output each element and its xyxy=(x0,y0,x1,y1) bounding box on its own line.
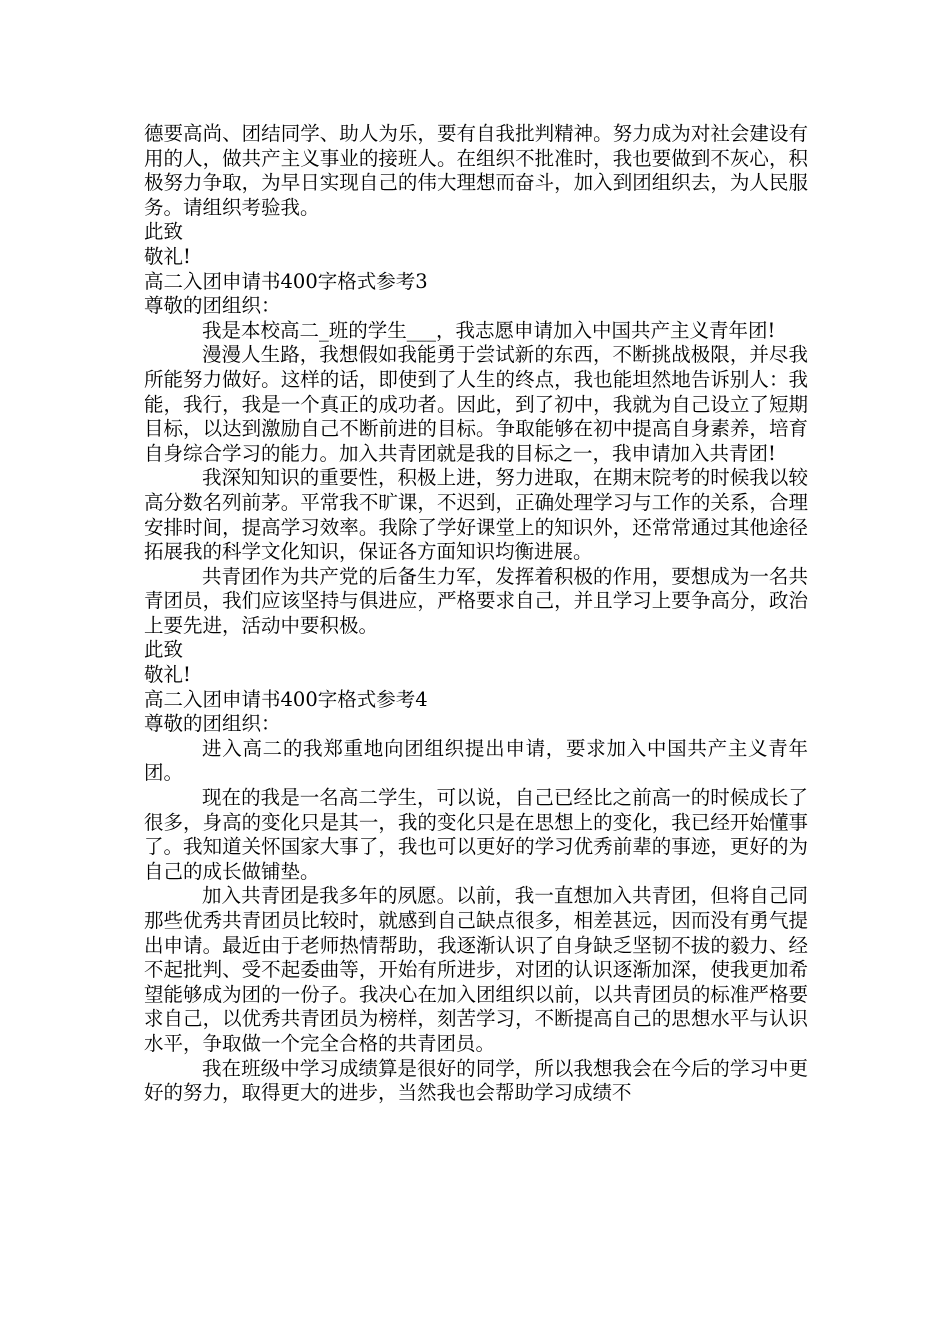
closing-line: 敬礼! xyxy=(144,663,191,687)
body-paragraph: 漫漫人生路，我想假如我能勇于尝试新的东西，不断挑战极限，并尽我所能努力做好。这样的话，即使到了人生的终点，我也能坦然地告诉别人：我能，我行，我是一个真正的成功者。因此，到了初中，我就为自己设立了短期目标，以达到激励自己不断前进的目标。争取能够在初中提高自身素养，培育自身综合学习的能力。加入共青团就是我的目标之一，我申请加入共青团! xyxy=(144,343,808,465)
body-paragraph: 我是本校高二_班的学生___，我志愿申请加入中国共产主义青年团! xyxy=(202,318,776,342)
document-page xyxy=(144,122,808,1106)
body-paragraph: 德要高尚、团结同学、助人为乐，要有自我批判精神。努力成为对社会建设有用的人，做共产主义事业的接班人。在组织不批准时，我也要做到不灰心，积极努力争取，为早日实现自己的伟大理想而奋斗，加入到团组织去，为人民服务。请组织考验我。 xyxy=(144,122,808,219)
body-paragraph: 我在班级中学习成绩算是很好的同学，所以我想我会在今后的学习中更好的努力，取得更大的进步，当然我也会帮助学习成绩不 xyxy=(144,1056,808,1105)
section-heading: 高二入团申请书400字格式参考4 xyxy=(144,687,428,711)
closing-line: 此致 xyxy=(144,220,184,244)
body-paragraph: 加入共青团是我多年的夙愿。以前，我一直想加入共青团，但将自己同那些优秀共青团员比较时，就感到自己缺点很多，相差甚远，因而没有勇气提出申请。最近由于老师热情帮助，我逐渐认识了自身缺乏坚韧不拔的毅力、经不起批判、受不起委曲等，开始有所进步，对团的认识逐渐加深，使我更加希望能够成为团的一份子。我决心在加入团组织以前，以共青团员的标准严格要求自己，以优秀共青团员为榜样，刻苦学习，不断提高自己的思想水平与认识水平，争取做一个完全合格的共青团员。 xyxy=(144,884,808,1055)
body-paragraph: 我深知知识的重要性，积极上进，努力进取，在期末院考的时候我以较高分数名列前茅。平常我不旷课，不迟到，正确处理学习与工作的关系，合理安排时间，提高学习效率。我除了学好课堂上的知识外，还常常通过其他途径拓展我的科学文化知识，保证各方面知识均衡进展。 xyxy=(144,466,808,564)
salutation-line: 尊敬的团组织： xyxy=(144,294,281,318)
salutation-line: 尊敬的团组织： xyxy=(144,712,281,736)
closing-line: 此致 xyxy=(144,638,184,662)
body-paragraph: 共青团作为共产党的后备生力军，发挥着积极的作用，要想成为一名共青团员，我们应该坚持与俱进应，严格要求自己，并且学习上要争高分，政治上要先进，活动中要积极。 xyxy=(144,564,808,637)
closing-line: 敬礼! xyxy=(144,244,191,268)
section-heading: 高二入团申请书400字格式参考3 xyxy=(144,269,428,293)
body-paragraph: 进入高二的我郑重地向团组织提出申请，要求加入中国共产主义青年团。 xyxy=(144,736,808,785)
body-paragraph: 现在的我是一名高二学生，可以说，自己已经比之前高一的时候成长了很多，身高的变化只是其一，我的变化只是在思想上的变化，我已经开始懂事了。我知道关怀国家大事了，我也可以更好的学习优秀前辈的事迹，更好的为自己的成长做铺垫。 xyxy=(144,786,808,883)
